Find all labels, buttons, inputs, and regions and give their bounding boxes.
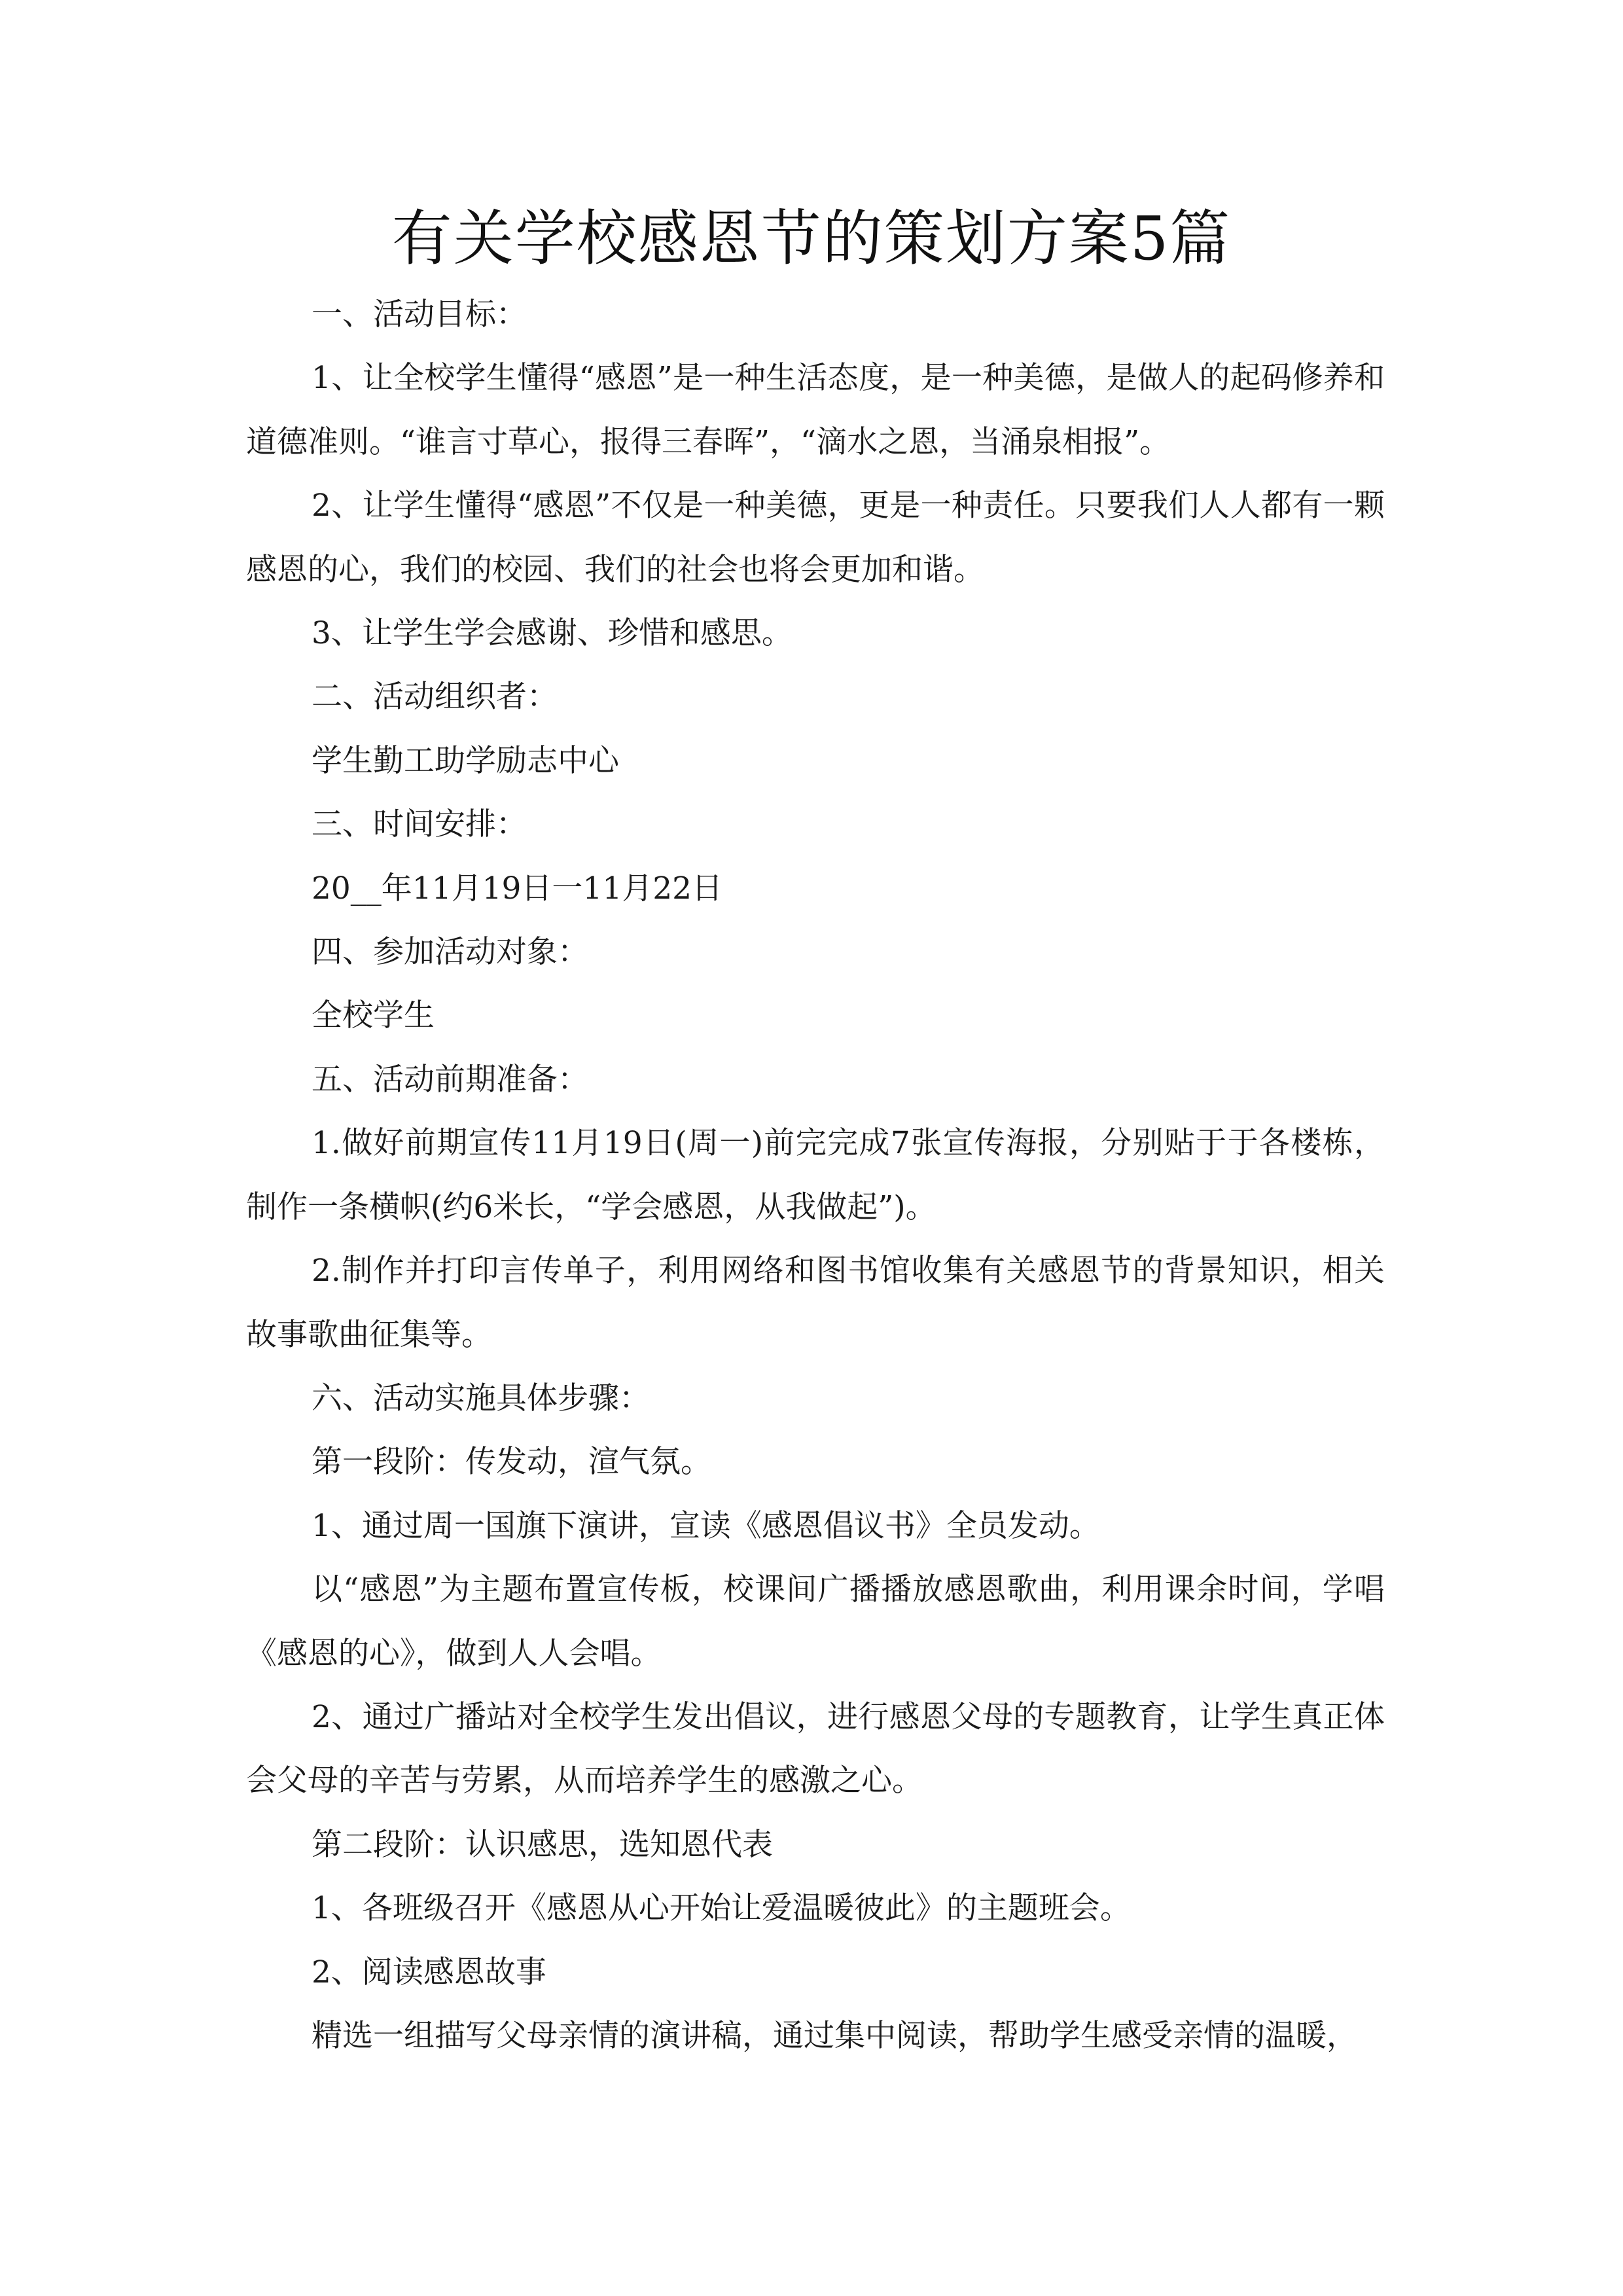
participants-text: 全校学生	[312, 997, 435, 1034]
document-title: 有关学校感恩节的策划方案5篇	[391, 204, 1232, 274]
document-body	[246, 283, 1385, 2068]
goal-item-1: 1、让全校学生懂得“感恩”是一种生活态度，是一种美德，是做人的起码修养和道德准则。“谁言寸草心，报得三春晖”，“滴水之恩，当涌泉相报”。	[246, 360, 1385, 460]
stage-1-item-1-detail: 以“感恩”为主题布置宣传板，校课间广播播放感恩歌曲，利用课余时间，学唱《感恩的心》，做到人人会唱。	[246, 1571, 1385, 1672]
preparation-item-2: 2.制作并打印言传单子，利用网络和图书馆收集有关感恩节的背景知识，相关故事歌曲征集等。	[246, 1253, 1385, 1353]
stage-1-item-2: 2、通过广播站对全校学生发出倡议，进行感恩父母的专题教育，让学生真正体会父母的辛苦与劳累，从而培养学生的感激之心。	[246, 1698, 1385, 1799]
stage-2-heading: 第二段阶：认识感思，选知恩代表	[312, 1826, 773, 1863]
stage-2-item-2-detail: 精选一组描写父母亲情的演讲稿，通过集中阅读，帮助学生感受亲情的温暖，	[312, 2017, 1357, 2054]
section-heading-steps: 六、活动实施具体步骤：	[312, 1380, 650, 1416]
stage-1-item-1: 1、通过周一国旗下演讲，宣读《感恩倡议书》全员发动。	[312, 1507, 1100, 1544]
schedule-text: 20__年11月19日一11月22日	[312, 870, 723, 906]
organizer-text: 学生勤工助学励志中心	[312, 742, 619, 779]
stage-2-item-1: 1、各班级召开《感恩从心开始让爱温暖彼此》的主题班会。	[312, 1890, 1131, 1927]
stage-1-heading: 第一段阶：传发动，渲气氛。	[312, 1444, 711, 1480]
goal-item-2: 2、让学生懂得“感恩”不仅是一种美德，更是一种责任。只要我们人人都有一颗感恩的心，我们的校园、我们的社会也将会更加和谐。	[246, 488, 1385, 588]
stage-2-item-2: 2、阅读感恩故事	[312, 1954, 546, 1990]
section-heading-goals: 一、活动目标：	[312, 296, 527, 332]
goal-item-3: 3、让学生学会感谢、珍惜和感思。	[312, 615, 793, 652]
section-heading-schedule: 三、时间安排：	[312, 806, 527, 843]
section-heading-participants: 四、参加活动对象：	[312, 934, 588, 971]
preparation-item-1: 1.做好前期宣传11月19日(周一)前完完成7张宣传海报，分别贴于于各楼栋，制作一条横帜(约6米长，“学会感恩，从我做起”)。	[246, 1125, 1385, 1225]
section-heading-preparation: 五、活动前期准备：	[312, 1061, 588, 1098]
section-heading-organizer: 二、活动组织者：	[312, 679, 558, 715]
